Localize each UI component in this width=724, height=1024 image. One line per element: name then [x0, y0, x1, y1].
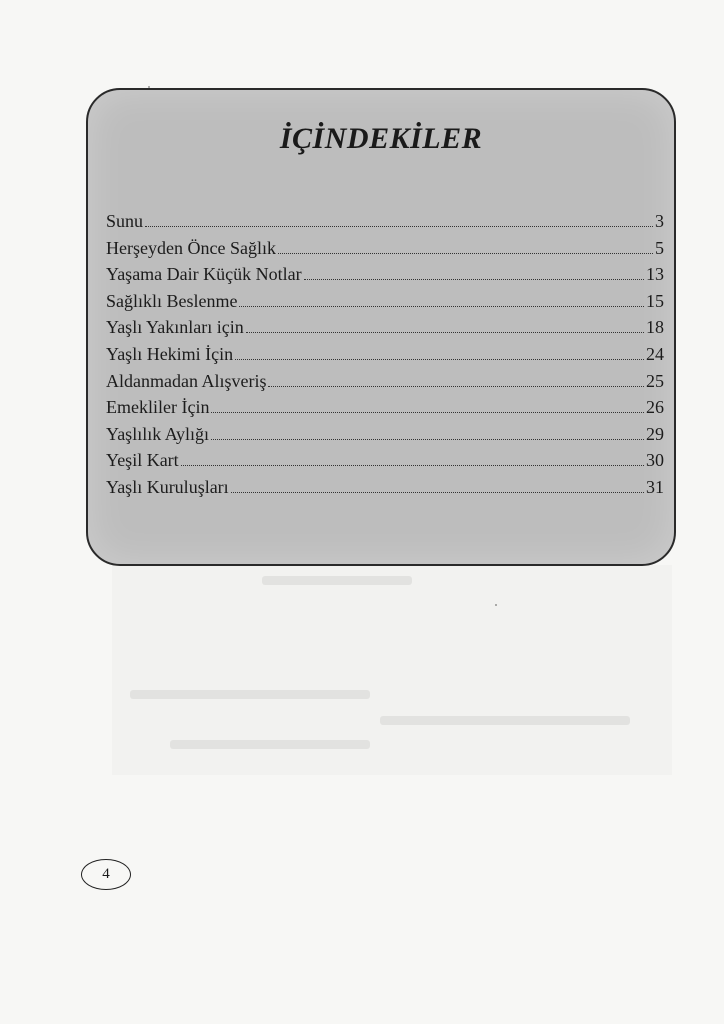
toc-leader-dots: [246, 332, 644, 333]
toc-entry[interactable]: [106, 235, 664, 262]
toc-entry-page: 30: [646, 450, 664, 471]
toc-entry-page: 15: [646, 290, 664, 311]
toc-entry[interactable]: [106, 421, 664, 448]
toc-entry[interactable]: [106, 261, 664, 288]
toc-entry-label: Yaşlı Hekimi İçin: [106, 343, 234, 364]
show-through-line: [380, 716, 630, 725]
toc-entry-label: Yaşlı Kuruluşları: [106, 476, 229, 497]
toc-entry-page: 29: [646, 423, 664, 444]
toc-entry-label: Yaşlılık Aylığı: [106, 423, 210, 444]
toc-entry-page: 18: [646, 317, 664, 338]
toc-leader-dots: [145, 226, 653, 227]
toc-entry[interactable]: [106, 368, 664, 395]
toc-leader-dots: [231, 492, 644, 493]
toc-entry-label: Emekliler İçin: [106, 397, 210, 418]
show-through-line: [262, 576, 412, 585]
toc-entry[interactable]: [106, 394, 664, 421]
show-through-line: [130, 690, 370, 699]
scan-speck: [495, 604, 497, 606]
toc-entry-label: Yaşlı Yakınları için: [106, 317, 244, 338]
toc-leader-dots: [235, 359, 644, 360]
toc-entry[interactable]: [106, 474, 664, 501]
toc-entry[interactable]: [106, 314, 664, 341]
toc-entry-label: Herşeyden Önce Sağlık: [106, 237, 276, 258]
page-number: 4: [81, 859, 131, 890]
show-through-line: [170, 740, 370, 749]
toc-leader-dots: [268, 386, 644, 387]
toc-entry[interactable]: [106, 447, 664, 474]
toc-entry-page: 26: [646, 397, 664, 418]
toc-entry[interactable]: [106, 208, 664, 235]
toc-entry-label: Sağlıklı Beslenme: [106, 290, 238, 311]
toc-entry-label: Aldanmadan Alışveriş: [106, 370, 267, 391]
table-of-contents-box: [86, 88, 676, 566]
toc-entry-page: 3: [655, 211, 664, 231]
toc-leader-dots: [239, 306, 644, 307]
toc-entry[interactable]: [106, 341, 664, 368]
toc-entry-label: Yeşil Kart: [106, 450, 179, 471]
toc-entry-page: 31: [646, 476, 664, 497]
toc-entry-label: Yaşama Dair Küçük Notlar: [106, 264, 302, 285]
toc-title: İÇİNDEKİLER: [279, 122, 483, 155]
toc-entry-page: 25: [646, 370, 664, 391]
toc-leader-dots: [278, 253, 653, 254]
toc-list: [106, 208, 664, 501]
toc-leader-dots: [304, 279, 644, 280]
toc-entry-label: Sunu: [106, 211, 144, 231]
toc-entry[interactable]: [106, 288, 664, 315]
toc-entry-page: 13: [646, 264, 664, 285]
toc-leader-dots: [211, 412, 644, 413]
toc-entry-page: 24: [646, 343, 664, 364]
toc-entry-page: 5: [655, 237, 664, 258]
toc-leader-dots: [211, 439, 644, 440]
toc-leader-dots: [181, 465, 644, 466]
